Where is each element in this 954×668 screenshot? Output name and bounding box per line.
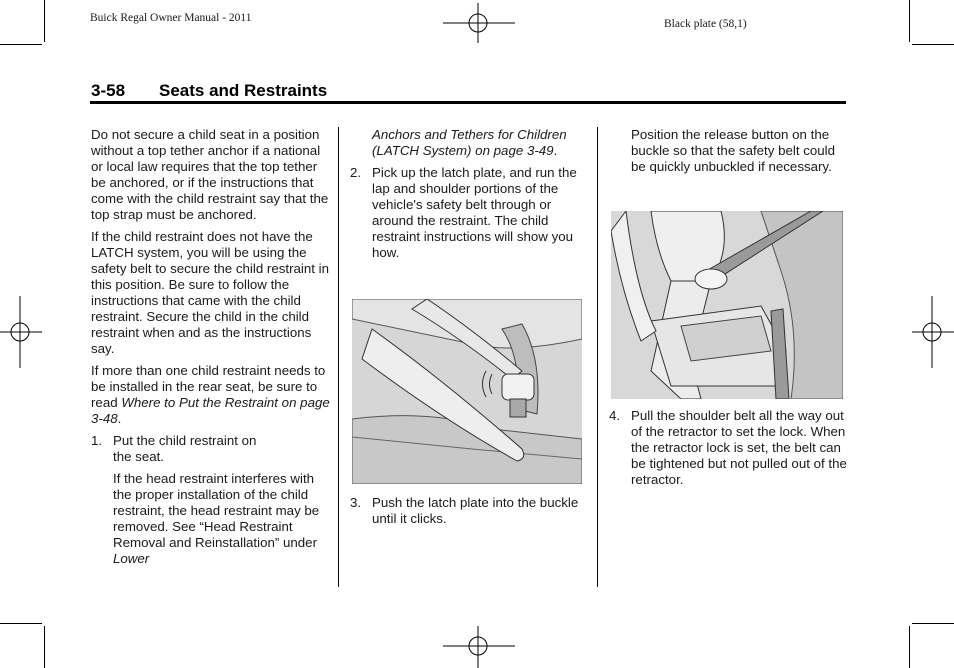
cross-reference-link[interactable]: Lower [113,551,150,566]
page-number: 3-58 [91,81,126,100]
step-1 [91,433,331,465]
heading-rule [90,101,846,104]
registration-mark-icon [912,296,954,368]
step-1-note [91,471,331,567]
column-divider [597,127,598,587]
crop-mark [0,623,42,624]
cross-reference-link[interactable]: Where to Put the Restraint on page 3-48 [91,395,330,426]
step-3-block [350,495,588,533]
step-4 [609,408,847,488]
section-heading [91,81,327,101]
step-number: 1. [91,433,103,448]
latch-plate-drawing [352,299,582,484]
column-divider [338,127,339,587]
note-text: If the head restraint interferes with the proper installation of the child restraint, the head restraint may be removed. See “Head Restraint Removal and Reinstallation” under [113,471,320,550]
plate-label: Black plate (58,1) [664,18,747,30]
paragraph: If the child restraint does not have the LATCH system, you will be using the safety belt to secure the child restraint in this position. Be sure to follow the instructions that came with the child restraint. Secure the child in the child restraint when and as the instructions say. [91,229,329,356]
registration-mark-icon [0,296,42,368]
crop-mark [909,626,910,668]
step-text: Pull the shoulder belt all the way out of the retractor to set the lock. When the retractor lock is set, the belt can be tightened but not pulled out of the retractor. [631,408,847,487]
crop-mark [0,44,42,45]
continued-reference [350,127,588,159]
cross-reference-link[interactable]: Anchors and Tethers for Children (LATCH System) on page 3-49 [372,127,567,158]
step-text: Push the latch plate into the buckle until it clicks. [372,495,579,526]
column-2 [350,127,588,267]
step-number: 2. [350,165,362,180]
column-1 [91,127,331,573]
column-3 [609,127,847,181]
manual-title: Buick Regal Owner Manual - 2011 [90,12,252,24]
crop-mark [912,623,954,624]
paragraph [91,363,331,427]
step-4-block [609,408,847,494]
punctuation: . [553,143,558,158]
step-number: 4. [609,408,621,423]
illustration-shoulder-belt [611,211,843,399]
shoulder-belt-drawing [611,211,843,399]
paragraph-text: If more than one child restraint needs to be installed in the rear seat, be sure to read [91,363,326,410]
step-number: 3. [350,495,362,510]
crop-mark [44,626,45,668]
step-text: Put the child restraint on the seat. [113,433,257,464]
section-title: Seats and Restraints [159,81,328,100]
registration-mark-icon [443,626,515,668]
paragraph: Do not secure a child seat in a position without a top tether anchor if a national or local law requires that the top tether be anchored, or if the instructions that come with the child restraint say that the top strap must be anchored. [91,127,329,222]
crop-mark [44,0,45,42]
paragraph: Position the release button on the buckle so that the safety belt could be quickly unbuckled if necessary. [631,127,836,174]
step-text: Pick up the latch plate, and run the lap and shoulder portions of the vehicle's safety belt through or around the restraint. The child restraint instructions will show you how. [372,165,577,260]
punctuation: . [117,411,122,426]
crop-mark [912,44,954,45]
step-3 [350,495,588,527]
illustration-latch-plate [352,299,582,484]
crop-mark [909,0,910,42]
registration-mark-icon [443,3,515,43]
step-2 [350,165,588,261]
